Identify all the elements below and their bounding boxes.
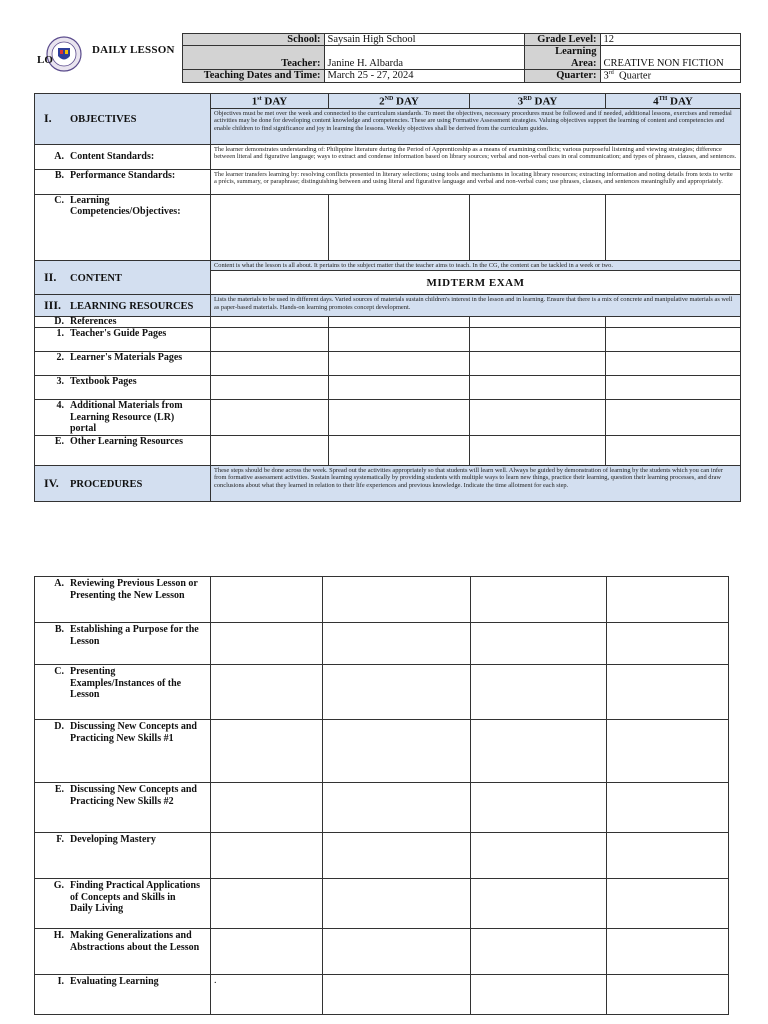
learning-area-value: CREATIVE NON FICTION: [600, 58, 740, 70]
quarter-word: Quarter: [619, 70, 652, 82]
teachers-guide-day2[interactable]: [329, 328, 470, 352]
teacher-value: Janine H. Albarda: [324, 46, 524, 70]
learners-materials-day4[interactable]: [606, 352, 741, 376]
textbook-pages-day3[interactable]: [470, 376, 606, 400]
dates-label: Teaching Dates and Time:: [182, 70, 324, 83]
additional-materials-day3[interactable]: [470, 400, 606, 436]
procedure-step-f: F. Developing Mastery: [35, 833, 211, 879]
other-resources-day3[interactable]: [470, 435, 606, 465]
day-header-1: 1st DAY: [211, 94, 329, 109]
quarter-suffix: rd: [608, 70, 614, 77]
content-value: MIDTERM EXAM: [211, 271, 741, 295]
additional-materials-label: 4. Additional Materials from Learning Resource (LR) portal: [35, 400, 211, 436]
procedures-heading: IV. PROCEDURES: [35, 465, 211, 501]
day-header-2: 2ND DAY: [329, 94, 470, 109]
content-standards-text: The learner demonstrates understanding of: Philippine literature during the Period of Apprenticeship as a means of examining conflicts; various purposeful listening and viewing strategies; difference between literal and figurative language; ways to extract and condense information based on library sources; verbal and non-verbal cues in oral communication; and types of phrases, clauses, and sentences.: [211, 144, 741, 169]
textbook-pages-day1[interactable]: [211, 376, 329, 400]
procedure-step-a: A. Reviewing Previous Lesson or Presenting the New Lesson: [35, 577, 211, 623]
learning-area-label-2: Area:: [524, 58, 600, 70]
teachers-guide-label: 1. Teacher's Guide Pages: [35, 328, 211, 352]
additional-materials-day1[interactable]: [211, 400, 329, 436]
evaluating-day1-mark[interactable]: .: [211, 975, 323, 1015]
teachers-guide-day1[interactable]: [211, 328, 329, 352]
learning-area-label-1: Learning: [524, 46, 600, 58]
other-resources-day1[interactable]: [211, 435, 329, 465]
procedure-step-d: D. Discussing New Concepts and Practicing New Skills #1: [35, 720, 211, 783]
document-title: DAILY LESSON: [92, 43, 175, 56]
teacher-label: Teacher:: [182, 46, 324, 70]
other-resources-label: E. Other Learning Resources: [35, 435, 211, 465]
procedures-table: [34, 576, 729, 1015]
textbook-pages-day2[interactable]: [329, 376, 470, 400]
objectives-heading: [35, 94, 211, 145]
logo-text: LO: [37, 53, 53, 66]
objectives-num: I.: [44, 111, 52, 126]
competencies-label: C. Learning Competencies/Objectives:: [35, 194, 211, 260]
procedure-step-i: I. Evaluating Learning: [35, 975, 211, 1015]
learning-area-value-top: [600, 46, 740, 58]
competencies-day4[interactable]: [606, 194, 741, 260]
performance-standards-label: B. Performance Standards:: [35, 169, 211, 194]
learners-materials-day1[interactable]: [211, 352, 329, 376]
dates-value: March 25 - 27, 2024: [324, 70, 524, 83]
day-header-4: 4TH DAY: [606, 94, 741, 109]
references-label: D. References: [35, 317, 211, 328]
performance-standards-text: The learner transfers learning by: resolving conflicts presented in literary selections; using tools and mechanisms in locating library resources; extracting information and noting details from texts to write a précis, summary, or paraphrase; distinguishing between and using literal and figurative language and verbal and non-verbal cues; use phrases, clauses, and sentences meaningfully and appropriately.: [211, 169, 741, 194]
additional-materials-day4[interactable]: [606, 400, 741, 436]
objectives-label: OBJECTIVES: [70, 114, 137, 126]
textbook-pages-label: 3. Textbook Pages: [35, 376, 211, 400]
quarter-label: Quarter:: [524, 70, 600, 83]
header-table: [34, 33, 741, 83]
procedure-step-h: H. Making Generalizations and Abstractions about the Lesson: [35, 929, 211, 975]
objectives-table: [34, 93, 741, 502]
learners-materials-day3[interactable]: [470, 352, 606, 376]
day-header-3: 3RD DAY: [470, 94, 606, 109]
procedure-step-g: G. Finding Practical Applications of Concepts and Skills in Daily Living: [35, 879, 211, 929]
procedure-step-e: E. Discussing New Concepts and Practicing New Skills #2: [35, 783, 211, 833]
objectives-note: Objectives must be met over the week and connected to the curriculum standards. To meet the objectives, necessary procedures must be followed and if needed, additional lessons, exercises and remedial activities may be done for developing content knowledge and competencies. These are using Formative Assessment strategies. Valuing objectives support the learning of content and competencies and enable children to find significance and joy in learning the lessons. Weekly objectives shall be derived from the curriculum guides.: [211, 108, 741, 144]
learners-materials-day2[interactable]: [329, 352, 470, 376]
content-standards-label: A. Content Standards:: [35, 144, 211, 169]
learners-materials-label: 2. Learner's Materials Pages: [35, 352, 211, 376]
additional-materials-day2[interactable]: [329, 400, 470, 436]
other-resources-day2[interactable]: [329, 435, 470, 465]
teachers-guide-day4[interactable]: [606, 328, 741, 352]
school-value: Saysain High School: [324, 34, 524, 46]
procedures-note: These steps should be done across the week. Spread out the activities appropriately so that students will learn well. Always be guided by demonstration of learning by the students which you can infer from formative assessment activities. Sustain learning systematically by providing students with multiple ways to learn new things, practice their learning, question their learning processes, and draw conclusions about what they learned in relation to their life experiences and previous knowledge. Indicate the time allotment for each step.: [211, 465, 741, 501]
resources-note: Lists the materials to be used in different days. Varied sources of materials sustain children's interest in the lesson and in learning. Ensure that there is a mix of concrete and manipulative materials as well as paper-based materials. Hands-on learning promotes concept development.: [211, 295, 741, 317]
competencies-day3[interactable]: [470, 194, 606, 260]
resources-heading: III. LEARNING RESOURCES: [35, 295, 211, 317]
other-resources-day4[interactable]: [606, 435, 741, 465]
competencies-day1[interactable]: [211, 194, 329, 260]
quarter-number: 3: [603, 70, 609, 82]
school-label: School:: [182, 34, 324, 46]
procedure-step-b: B. Establishing a Purpose for the Lesson: [35, 623, 211, 665]
grade-level-value: 12: [600, 34, 740, 46]
header-logo-area: [34, 34, 182, 83]
quarter-value: [600, 70, 740, 83]
textbook-pages-day4[interactable]: [606, 376, 741, 400]
grade-level-label: Grade Level:: [524, 34, 600, 46]
teachers-guide-day3[interactable]: [470, 328, 606, 352]
competencies-day2[interactable]: [329, 194, 470, 260]
content-note: Content is what the lesson is all about. It pertains to the subject matter that the teacher aims to teach. In the CG, the content can be tackled in a week or two.: [211, 260, 741, 271]
procedure-step-c: C. Presenting Examples/Instances of the Lesson: [35, 665, 211, 720]
content-heading: II. CONTENT: [35, 260, 211, 295]
